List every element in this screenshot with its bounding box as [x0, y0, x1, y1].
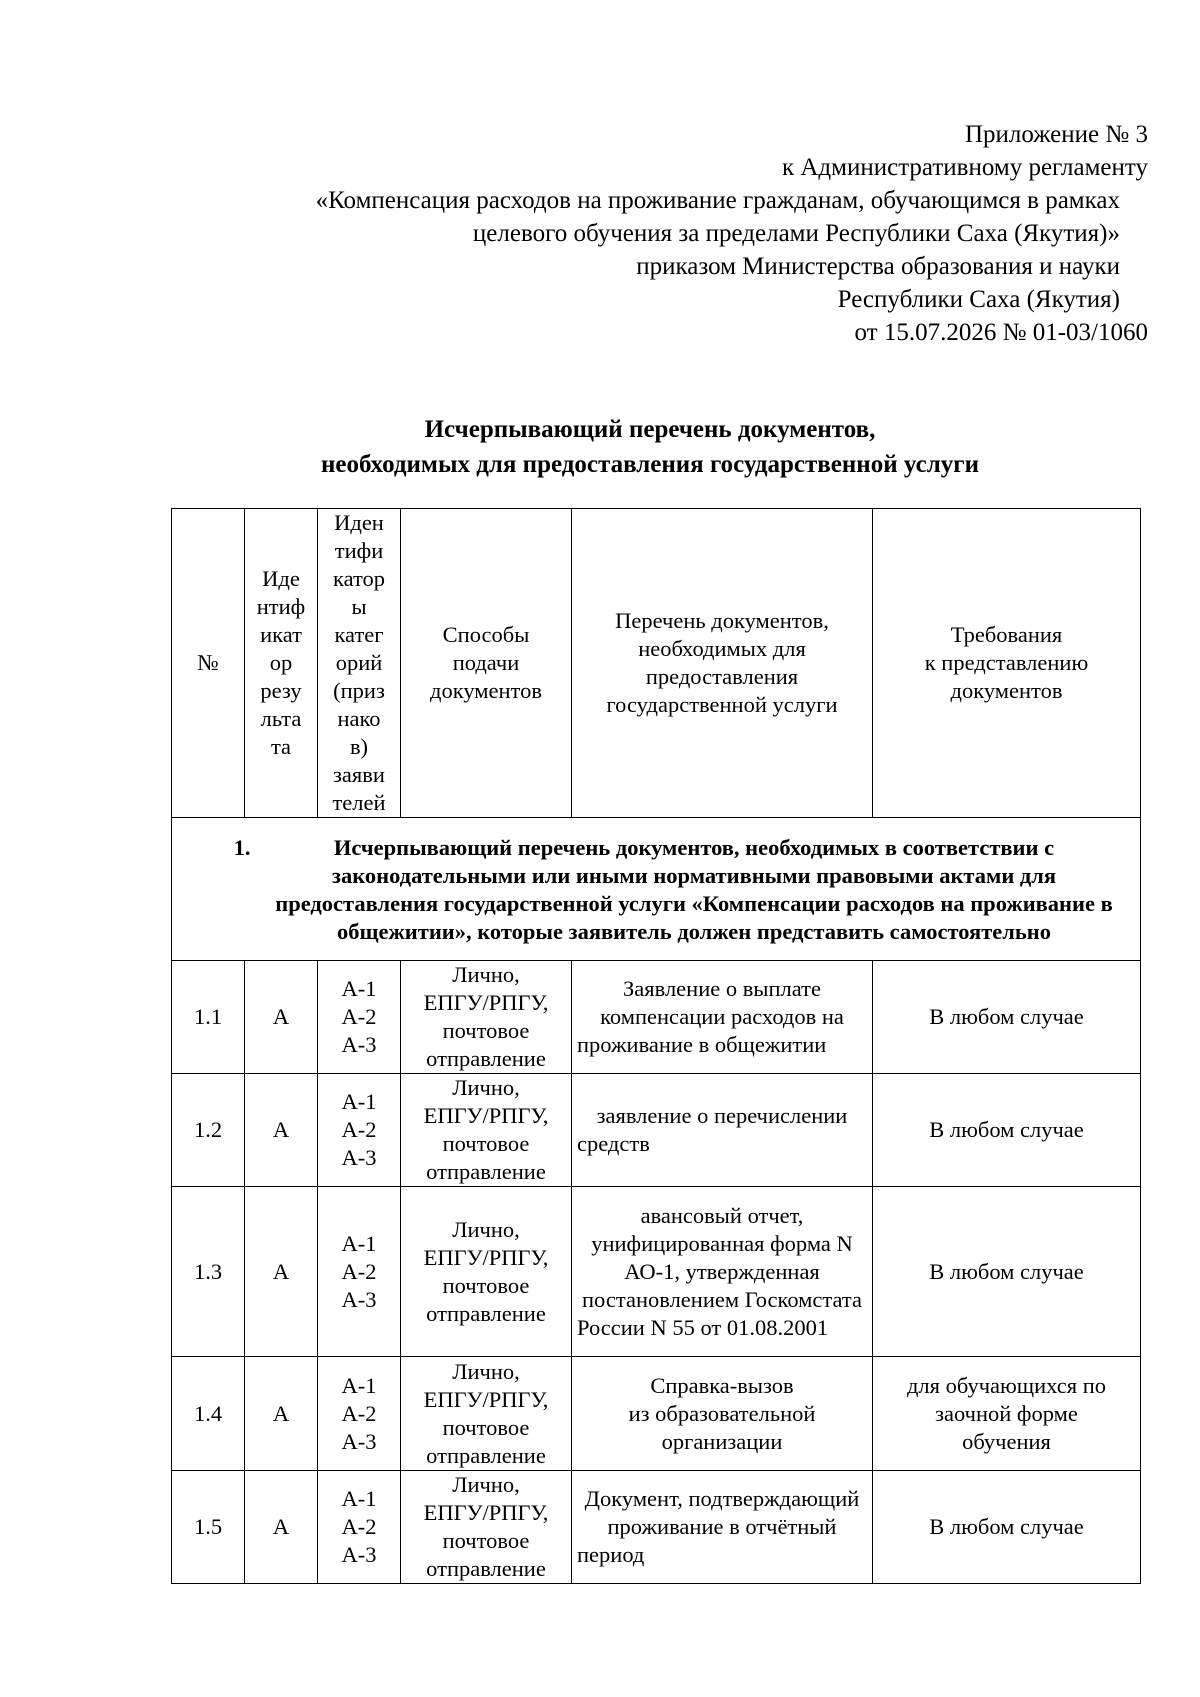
result-identifier: А	[245, 1187, 318, 1357]
section-heading	[177, 832, 1135, 946]
requirement: В любом случае	[873, 1471, 1141, 1584]
header-text: Перечень документов, необходимых для предоставления государственной услуги	[606, 608, 838, 717]
appendix-header	[150, 118, 1148, 349]
section-cell	[172, 818, 1141, 961]
document-name: Справка-вызов из образовательной организации	[572, 1357, 873, 1471]
requirement: В любом случае	[873, 1187, 1141, 1357]
requirement: для обучающихся по заочной форме обучения	[873, 1357, 1141, 1471]
result-identifier: А	[245, 1471, 318, 1584]
appendix-line: Республики Саха (Якутия)	[837, 286, 1120, 313]
header-category-id	[318, 509, 401, 818]
category-identifiers: А-1 А-2 А-3	[318, 961, 401, 1074]
appendix-line: целевого обучения за пределами Республики Саха (Якутия)»	[472, 220, 1120, 247]
header-text: Способы подачи документов	[430, 622, 542, 703]
appendix-line: к Административному регламенту	[781, 154, 1148, 181]
table-row	[172, 1357, 1141, 1471]
table-row	[172, 961, 1141, 1074]
submission-methods: Лично, ЕПГУ/РПГУ, почтовое отправление	[401, 1471, 572, 1584]
row-number: 1.3	[172, 1187, 245, 1357]
category-identifiers: А-1 А-2 А-3	[318, 1471, 401, 1584]
section-row	[172, 818, 1141, 961]
document-name: авансовый отчет, унифицированная форма N АО-1, утвержденная постановлением Госкомстата России N 55 от 01.08.2001	[572, 1187, 873, 1357]
row-number: 1.4	[172, 1357, 245, 1471]
section-text: Исчерпывающий перечень документов, необходимых в соответствии с законодательными или иными нормативными правовыми актами для предоставления государственной услуги «Компенсации расходов на проживание в общежитии», которые заявитель должен представить самостоятельно	[275, 835, 1113, 944]
documents-table	[171, 508, 1141, 1584]
requirement: В любом случае	[873, 961, 1141, 1074]
submission-methods: Лично, ЕПГУ/РПГУ, почтовое отправление	[401, 1074, 572, 1187]
appendix-line: «Компенсация расходов на проживание гражданам, обучающимся в рамках	[315, 187, 1120, 214]
submission-methods: Лично, ЕПГУ/РПГУ, почтовое отправление	[401, 1187, 572, 1357]
document-name: заявление о перечислении средств	[572, 1074, 873, 1187]
document-title	[150, 412, 1150, 482]
requirement: В любом случае	[873, 1074, 1141, 1187]
section-number: 1.	[233, 835, 251, 860]
table-row	[172, 1074, 1141, 1187]
header-methods	[401, 509, 572, 818]
submission-methods: Лично, ЕПГУ/РПГУ, почтовое отправление	[401, 1357, 572, 1471]
table-row	[172, 1187, 1141, 1357]
header-text: Иден тифи катор ы катег орий (приз нако в) заяви телей	[332, 510, 386, 815]
header-num: №	[172, 509, 245, 818]
title-line: Исчерпывающий перечень документов,	[424, 416, 876, 443]
header-result-id	[245, 509, 318, 818]
category-identifiers: А-1 А-2 А-3	[318, 1074, 401, 1187]
result-identifier: А	[245, 1357, 318, 1471]
title-line: необходимых для предоставления государственной услуги	[321, 451, 979, 478]
appendix-line: Приложение № 3	[964, 121, 1148, 148]
result-identifier: А	[245, 1074, 318, 1187]
appendix-line: от 15.07.2026 № 01-03/1060	[854, 319, 1148, 346]
category-identifiers: А-1 А-2 А-3	[318, 1187, 401, 1357]
header-documents	[572, 509, 873, 818]
table-header-row	[172, 509, 1141, 818]
document-name: Заявление о выплате компенсации расходов на проживание в общежитии	[572, 961, 873, 1074]
header-text: Требования к представлению документов	[924, 622, 1089, 703]
row-number: 1.5	[172, 1471, 245, 1584]
submission-methods: Лично, ЕПГУ/РПГУ, почтовое отправление	[401, 961, 572, 1074]
table-row	[172, 1471, 1141, 1584]
row-number: 1.2	[172, 1074, 245, 1187]
document-name: Документ, подтверждающий проживание в отчётный период	[572, 1471, 873, 1584]
header-requirements	[873, 509, 1141, 818]
appendix-line: приказом Министерства образования и науки	[636, 253, 1120, 280]
result-identifier: А	[245, 961, 318, 1074]
header-text: Иде нтиф икат ор резу льта та	[256, 566, 306, 759]
row-number: 1.1	[172, 961, 245, 1074]
category-identifiers: А-1 А-2 А-3	[318, 1357, 401, 1471]
